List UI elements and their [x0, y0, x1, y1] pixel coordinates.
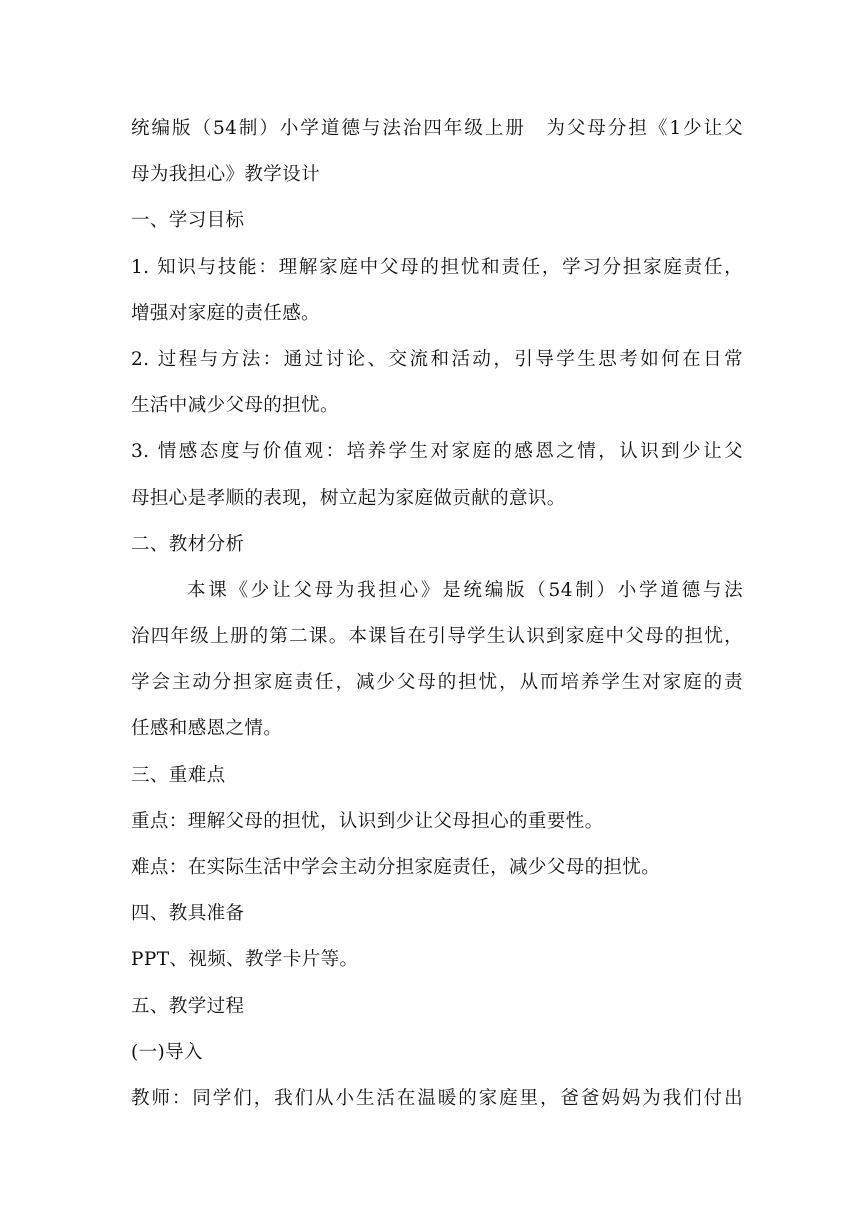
title-line-1: 统编版（54制）小学道德与法治四年级上册 为父母分担《1少让父 [131, 118, 743, 139]
goal-3-line-1: 3. 情感态度与价值观：培养学生对家庭的感恩之情，认识到少让父 [131, 441, 743, 463]
heading-learning-goals: 一、学习目标 [131, 210, 245, 232]
difficult-point: 难点：在实际生活中学会主动分担家庭责任，减少父母的担忧。 [131, 857, 661, 878]
goal-1-line-1: 1. 知识与技能：理解家庭中父母的担忧和责任，学习分担家庭责任， [131, 256, 743, 278]
goal-3-line-2: 母担心是孝顺的表现，树立起为家庭做贡献的意识。 [131, 487, 566, 509]
document-body [131, 106, 743, 1122]
teaching-aids: PPT、视频、教学卡片等。 [131, 949, 359, 971]
analysis-line-2: 治四年级上册的第二课。本课旨在引导学生认识到家庭中父母的担忧， [131, 626, 743, 648]
title-line-2: 母为我担心》教学设计 [131, 164, 321, 186]
heading-key-points: 三、重难点 [131, 764, 226, 786]
introduction-line-1: 教师：同学们，我们从小生活在温暖的家庭里，爸爸妈妈为我们付出 [131, 1087, 743, 1109]
goal-2-line-2: 生活中减少父母的担忧。 [131, 395, 339, 417]
goal-2-line-1: 2. 过程与方法：通过讨论、交流和活动，引导学生思考如何在日常 [131, 348, 743, 370]
subheading-introduction: (一)导入 [131, 1041, 203, 1063]
key-point: 重点：理解父母的担忧，认识到少让父母担心的重要性。 [131, 810, 604, 832]
analysis-line-3: 学会主动分担家庭责任，减少父母的担忧，从而培养学生对家庭的责 [131, 672, 743, 694]
analysis-line-4: 任感和感恩之情。 [131, 718, 283, 740]
heading-teaching-aids: 四、教具准备 [131, 903, 245, 925]
goal-1-line-2: 增强对家庭的责任感。 [131, 302, 321, 324]
heading-material-analysis: 二、教材分析 [131, 533, 245, 555]
heading-teaching-process: 五、教学过程 [131, 995, 245, 1017]
analysis-line-1: 本课《少让父母为我担心》是统编版（54制）小学道德与法 [187, 579, 743, 601]
